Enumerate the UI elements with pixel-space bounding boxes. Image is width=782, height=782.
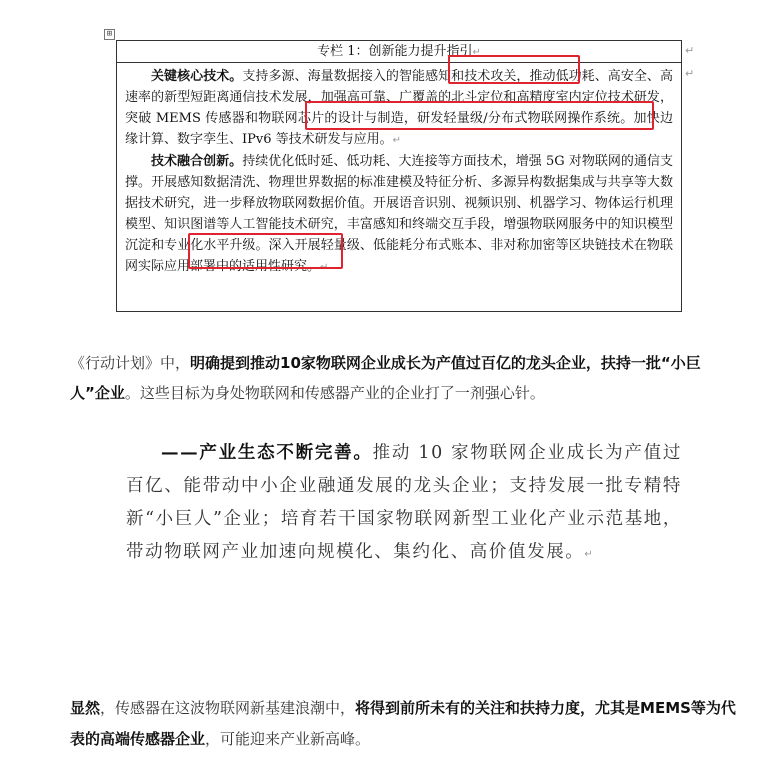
return-mark-icon: ↵: [392, 135, 402, 146]
para2-lead: 显然: [70, 699, 101, 717]
return-mark-icon: ↵: [685, 67, 695, 80]
quote-heading: ——产业生态不断完善。: [161, 443, 373, 463]
para1-emphasis: 明确提到推动10家物联网企业成长为产值过百亿的龙头企业，扶持一批“小巨人”企业: [70, 354, 701, 402]
para1-tail: 。这些目标为身处物联网和传感器产业的企业打了一剂强心针。: [124, 384, 545, 402]
body-paragraph-action-plan: [70, 348, 738, 408]
quote-text: 推动 10 家物联网企业成长为产值过百亿、能带动中小企业融通发展的龙头企业；支持发展一批专精特新“小巨人”企业；培育若干国家物联网新型工业化产业示范基地，带动物联网产业加速向规模化、集约化、高价值发展。: [126, 443, 682, 562]
body-paragraph-conclusion: [70, 693, 738, 755]
return-mark-icon: ↵: [584, 549, 595, 560]
column-title: [117, 41, 681, 63]
highlight-box-smart-sensing: [448, 55, 580, 84]
para1-lead: 《行动计划》中，: [70, 354, 191, 372]
para2-emphasis: 将得到前所未有的关注和扶持力度，尤其是MEMS等为代表的高端传感器企业: [70, 699, 736, 748]
quote-paragraph: [126, 437, 682, 571]
core-tech-heading: 关键核心技术。: [151, 69, 243, 84]
highlight-box-mems-chip: [305, 101, 654, 130]
table-move-handle-icon[interactable]: ⊞: [104, 29, 115, 40]
highlight-box-terminal-interaction: [188, 233, 343, 269]
quoted-excerpt: [126, 437, 682, 571]
tech-fusion-text: 持续优化低时延、低功耗、大连接等方面技术，增强 5G 对物联网的通信支撑。开展感知数据清洗、物理世界数据的标准建模及特征分析、多源异构数据集成与共享等大数据技术研究，进一步释放物联网数据价值。开展语音识别、视频识别、机器学习、物体运行机理模型、知识图谱等人工智能技术研究，丰富感知和终端交互手段，增强物联网服务中的知识模型沉淀和专业化水平升级。深入开展轻量级、低能耗分布式账本、非对称加密等区块链技术在物联网实际应用部署中的适用性研究。: [125, 154, 673, 274]
para2-tail: ，可能迎来产业新高峰。: [205, 730, 371, 748]
para2-mid: ，传感器在这波物联网新基建浪潮中，: [100, 699, 356, 717]
return-mark-icon: ↵: [320, 262, 329, 273]
return-mark-icon: ↵: [472, 47, 481, 58]
tech-fusion-heading: 技术融合创新。: [151, 154, 243, 169]
column-title-text: 专栏 1：创新能力提升指引: [317, 44, 473, 59]
core-tech-text: 支持多源、海量数据接入的智能感知和技术攻关，推动低功耗、高安全、高速率的新型短距离通信技术发展，加强高可靠、广覆盖的北斗定位和高精度室内定位技术研发，突破 MEMS 传感器和物联网芯片的设计与制造，研发轻量级/分布式物联网操作系统。加快边缘计算、数字孪生、IPv6 等技术研发与应用。: [125, 69, 673, 147]
column-box: [116, 40, 682, 312]
return-mark-icon: ↵: [685, 44, 695, 57]
